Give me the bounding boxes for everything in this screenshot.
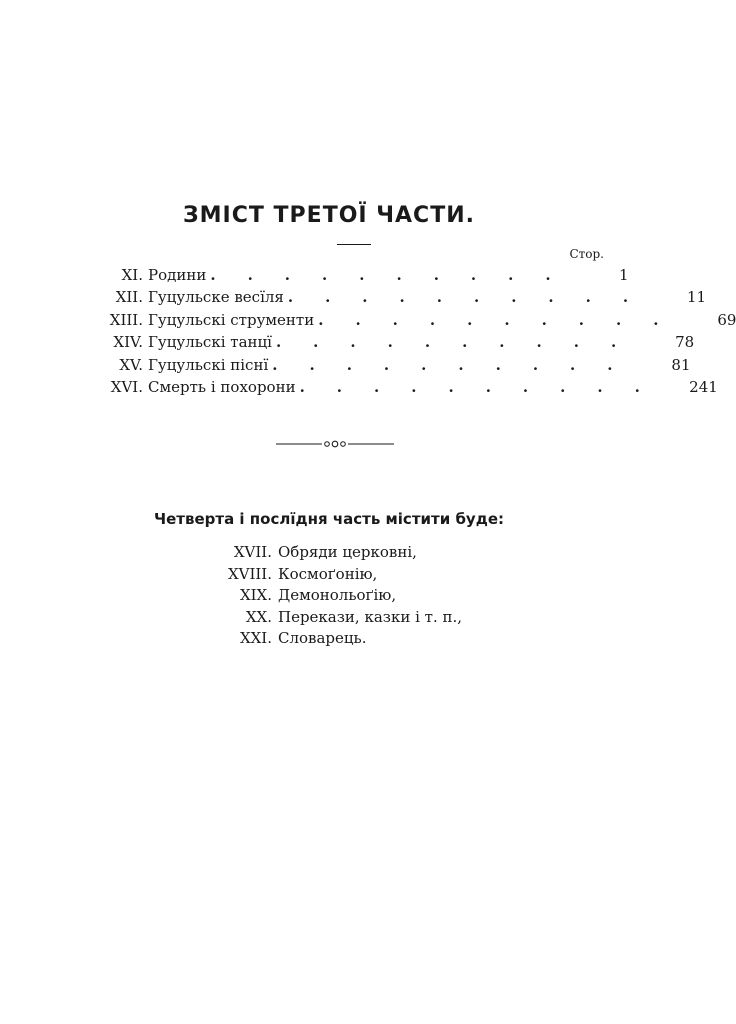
chapter-number: XXI. (239, 629, 272, 647)
toc-row-12 (96, 288, 707, 310)
list-item (222, 543, 522, 565)
dot-leader: .......... (318, 310, 691, 329)
toc-chapter-number: XI. (121, 266, 143, 284)
toc-page-number: 78 (675, 333, 695, 352)
toc-row-15 (96, 355, 691, 378)
toc-page-number: 69 (717, 310, 736, 329)
list-item (222, 608, 522, 630)
dot-leader: .......... (272, 355, 645, 374)
toc-row-14 (96, 333, 695, 355)
chapter-title: Обряди церковні, (278, 543, 417, 561)
toc-chapter-number: XVI. (110, 377, 143, 396)
chapter-number: XVIII. (227, 564, 272, 583)
dot-leader: .......... (210, 266, 583, 284)
toc-row-11 (96, 266, 629, 288)
toc-chapter-title: Гуцульскі піснї (148, 355, 269, 374)
chapter-title: Перекази, казки і т. п., (278, 607, 463, 626)
toc-chapter-number: XIV. (113, 333, 143, 352)
toc-chapter-title: Гуцульске весїля (148, 288, 284, 307)
toc-chapter-number: XII. (115, 288, 143, 307)
chapter-number: XVII. (233, 543, 272, 561)
toc-chapter-title: Гуцульскі танцї (148, 333, 272, 352)
page-column-header: Стор. (569, 247, 604, 261)
chapter-title: Словарець. (278, 629, 367, 647)
toc-page-number: 11 (687, 288, 707, 307)
section-divider-ornament (276, 437, 394, 451)
toc-row-13 (96, 310, 736, 333)
list-item (222, 586, 522, 608)
toc-page-number: 241 (689, 377, 718, 396)
toc-page-number: 1 (619, 266, 629, 284)
page-title: ЗМІСТ ТРЕТОЇ ЧАСТИ. (183, 203, 475, 228)
toc-page-number: 81 (671, 355, 691, 374)
toc-chapter-title: Смерть і похорони (148, 377, 296, 396)
dot-leader: .......... (287, 288, 661, 307)
final-part-announcement: Четверта і послїдня часть містити буде: (154, 510, 504, 528)
chapter-title: Демонольоґію, (278, 586, 397, 604)
toc-row-16 (96, 377, 718, 400)
table-of-contents (96, 266, 736, 400)
chapter-title: Космоґонію, (278, 564, 378, 583)
final-part-list (222, 543, 522, 651)
title-underline-rule (337, 244, 371, 245)
toc-chapter-title: Родини (148, 266, 207, 284)
dot-leader: .......... (299, 377, 672, 396)
chapter-number: XIX. (239, 586, 272, 604)
dot-leader: .......... (275, 333, 649, 352)
toc-chapter-number: XIII. (109, 310, 143, 329)
list-item (222, 629, 522, 651)
toc-chapter-number: XV. (119, 355, 143, 374)
list-item (222, 565, 522, 587)
toc-chapter-title: Гуцульскі струменти (148, 310, 315, 329)
chapter-number: XX. (245, 607, 272, 626)
